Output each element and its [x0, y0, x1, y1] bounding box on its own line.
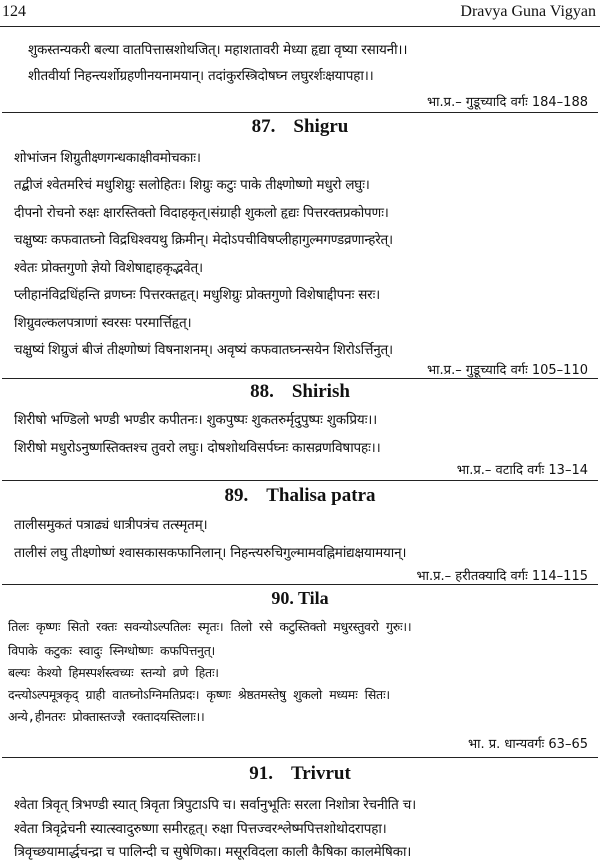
- section-heading: [0, 588, 600, 609]
- verse-line: तिलः कृष्णः सितो रक्तः सवन्योऽल्पतिलः स्मृतः। तिलो रसे कटुस्तिक्तो मधुरस्तुवरो गुरुः।।: [8, 619, 412, 634]
- verse-line: तद्बीजं श्वेतमरिचं मधुशिग्रुः सलोहितः। शिग्रुः कटुः पाके तीक्ष्णोष्णो मधुरो लघुः।: [14, 177, 370, 193]
- section-heading: [0, 381, 600, 403]
- verse-line: श्वेता त्रिवृत् त्रिभण्डी स्यात् त्रिवृता त्रिपुटाऽपि च। सर्वानुभूतिः सरला निशोत्रा रेचनीति च।: [14, 797, 417, 813]
- verse-line: शोभांजन शिग्रुतीक्ष्णगन्धकाक्षीवमोचकाः।: [14, 150, 201, 166]
- section-number: 89.: [224, 485, 249, 506]
- verse-reference: भा.प्र.– वटादि वर्गः 13–14: [456, 463, 588, 478]
- section-divider: [2, 480, 598, 481]
- verse-line: तालीसमुकतं पत्राढ्यं धात्रीपत्रंच तत्स्मृतम्।: [14, 517, 208, 533]
- verse-line: शीतवीर्या निहन्त्यर्शोग्रहणीनयनामयान्। तदांकुरस्त्रिदोषघ्न लघुरर्शःक्षयापहा।।: [28, 68, 374, 84]
- section-heading: [0, 485, 600, 507]
- section-divider: [2, 112, 598, 113]
- section-title: Trivrut: [290, 763, 351, 784]
- section-divider: [2, 757, 598, 758]
- section-number: 87.: [251, 116, 276, 137]
- verse-line: बल्यः केश्यो हिमस्पर्शस्त्वच्यः स्तन्यो व्रणे हितः।: [8, 665, 219, 680]
- section-number: 88.: [250, 381, 274, 402]
- verse-line: चक्षुष्यं शिग्रुजं बीजं तीक्ष्णोष्णं विषनाशनम्। अवृष्यं कफवातघ्नन्सयेन शिरोऽर्त्तिनुत्।: [14, 342, 393, 358]
- verse-line: चक्षुष्यः कफवातघ्नो विद्रधिश्वयथु क्रिमीन्। मेदोऽपचीविषप्लीहागुल्मगण्डव्रणान्हरेत्।: [14, 232, 393, 248]
- verse-reference: भा. प्र. धान्यवर्गः 63–65: [467, 737, 588, 752]
- verse-reference: भा.प्र.– गुडूच्यादि वर्गः 105–110: [427, 363, 588, 378]
- verse-line: दीपनो रोचनो रुक्षः क्षारस्तिक्तो विदाहकृत्।संग्राही शुकलो हृद्यः पित्तरक्तप्रकोपणः।: [14, 205, 389, 221]
- section-number: 90.: [271, 588, 294, 608]
- running-title: Dravya Guna Vigyan: [460, 3, 596, 20]
- verse-line: दन्त्योऽल्पमूत्रकृद् ग्राही वातघ्नोऽग्निमतिप्रदः। कृष्णः श्रेष्ठतमस्तेषु शुकलो मध्यमः सितः।: [8, 687, 390, 702]
- verse-line: अन्ये,हीनतरः प्रोक्तास्तज्ज्ञै रक्तादयस्तिलाः।।: [8, 709, 205, 724]
- section-title: Shirish: [291, 381, 350, 402]
- verse-line: शिरीषो भण्डिलो भण्डी भण्डीर कपीतनः। शुकपुष्पः शुकतरुर्मृदुपुष्पः शुकप्रियः।।: [14, 412, 378, 428]
- verse-line: श्वेता त्रिवृद्रेचनी स्यात्स्वादुरुष्णा समीरहृत्। रुक्षा पित्तज्वरश्लेष्मपित्तशोथोदरापहा।: [14, 821, 387, 837]
- verse-line: श्वेतः प्रोक्तगुणो ज्ञेयो विशेषाद्दाहकृद्भवेत्।: [14, 260, 203, 276]
- verse-line: शिरीषो मधुरोऽनुष्णस्तिक्तश्च तुवरो लघुः। दोषशोथविसर्पघ्नः कासव्रणविषापहः।।: [14, 440, 381, 456]
- verse-line: विपाके कटुकः स्वादुः स्निग्धोष्णः कफपित्तनुत्।: [8, 643, 215, 658]
- verse-line: तालीसं लघु तीक्ष्णोष्णं श्वासकासकफानिलान्। निहन्त्यरुचिगुल्मामवह्निमांद्यक्षयामयान्।: [14, 545, 407, 561]
- section-divider: [2, 378, 598, 379]
- verse-line: शिग्रुवल्कलपत्राणां स्वरसः परमार्त्तिहृत्।: [14, 315, 192, 331]
- section-heading: [0, 116, 600, 138]
- page-number: 124: [2, 3, 26, 20]
- section-divider: [2, 584, 598, 585]
- section-heading: [0, 763, 600, 785]
- section-title: Tila: [298, 588, 329, 608]
- page-header: [0, 0, 600, 27]
- verse-line: त्रिवृच्छयामार्द्धचन्द्रा च पालिन्दी च सुषेणिका। मसूरविदला काली कैषिका कालमेषिका।: [14, 844, 412, 860]
- section-title: Thalisa patra: [266, 485, 376, 506]
- verse-reference: भा.प्र.– गुडूच्यादि वर्गः 184–188: [427, 95, 588, 110]
- verse-reference: भा.प्र.– हरीतक्यादि वर्गः 114–115: [416, 569, 588, 584]
- section-number: 91.: [249, 763, 273, 784]
- section-title: Shigru: [293, 116, 349, 137]
- verse-line: प्लीहानंविद्रधिंहन्ति व्रणघ्नः पित्तरक्तहृत्। मधुशिग्रुः प्रोक्तगुणो विशेषाद्दीपनः सरः।: [14, 287, 381, 303]
- verse-line: शुकस्तन्यकरी बल्या वातपित्तास्रशोथजित्। महाशतावरी मेध्या हृद्या वृष्या रसायनी।।: [28, 42, 408, 58]
